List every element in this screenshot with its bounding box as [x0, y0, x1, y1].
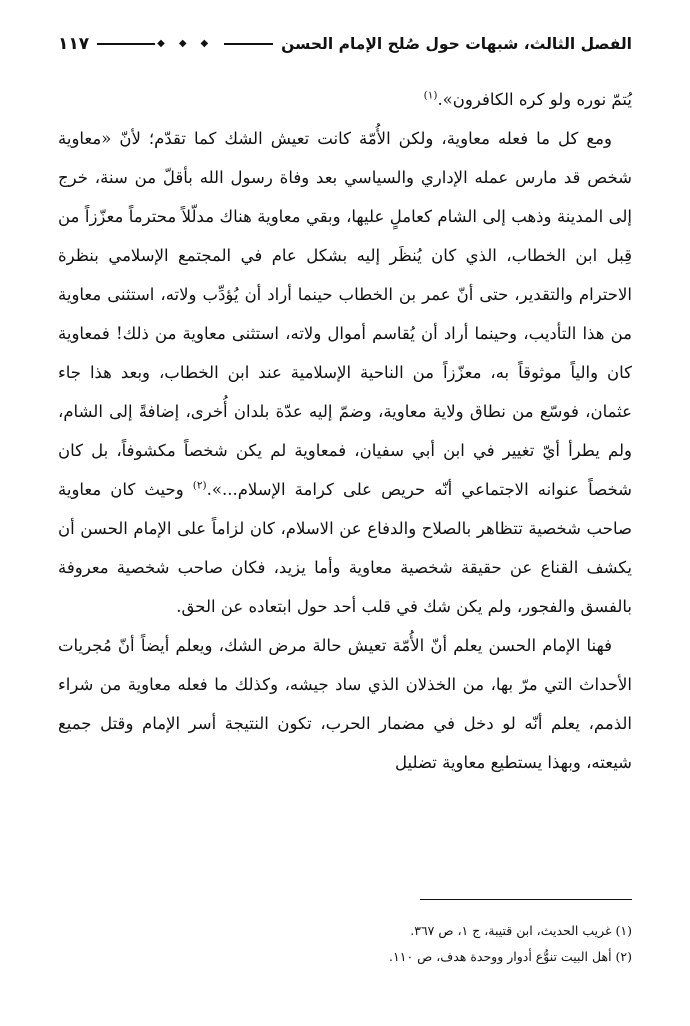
header-ornament-rule — [97, 37, 273, 51]
paragraph — [58, 119, 632, 626]
main-text — [58, 80, 632, 782]
diamond-ornament-icon: ◆◆◆ — [157, 38, 223, 49]
paragraph-text: ومع كل ما فعله معاوية، ولكن الأُمّة كانت تعيش الشك كما تقدّم؛ لأنّ «معاوية شخص قد مارس عمله الإداري والسياسي بعد وفاة رسول الله بأقلّ من سنة، خرج إلى المدينة وذهب إلى الشام كعاملٍ عليها، وبقي معاوية هناك مدلّلاً محترماً معزّزاً من قِبل ابن الخطاب، الذي كان يُنظَر إليه بشكل عام في المجتمع الإسلامي بنظرة الاحترام والتقدير، حتى أنّ عمر بن الخطاب حينما أراد أن يُؤدِّب ولاته، استثنى معاوية من هذا التأديب، وحينما أراد أن يُقاسم أموال ولاته، استثنى معاوية من ذلك! فمعاوية كان والياً موثوقاً به، معزّزاً من الناحية الإسلامية عند ابن الخطاب، وبعد هذا جاء عثمان، فوسّع من نطاق ولاية معاوية، وضمّ إليه عدّة بلدان أُخرى، إضافةً إلى الشام، ولم يطرأ أيّ تغيير في ابن أبي سفيان، فمعاوية لم يكن شخصاً مكشوفاً، بل كان شخصاً عنوانه الاجتماعي أنّه حريص على كرامة الإسلام...». — [58, 129, 632, 499]
paragraph — [58, 626, 632, 782]
paragraph-text-continued: وحيث كان معاوية صاحب شخصية تتظاهر بالصلاح والدفاع عن الاسلام، كان لزاماً على الإمام الحسن أن يكشف القناع عن حقيقة شخصية معاوية وأما يزيد، فكان صاحب شخصية معروفة بالفسق والفجور، ولم يكن شك في قلب أحد حول ابتعاده عن الحق. — [58, 480, 632, 616]
page-number: ١١٧ — [58, 34, 90, 54]
paragraph-text: فهنا الإمام الحسن يعلم أنّ الأُمّة تعيش حالة مرض الشك، ويعلم أيضاً أنّ مُجريات الأحداث التي مرّ بها، من الخذلان الذي ساد جيشه، وكذلك ما فعله معاوية من شراء الذمم، يعلم أنّه لو دخل في مضمار الحرب، تكون النتيجة أسر الإمام وقتل جميع شيعته، وبهذا يستطيع معاوية تضليل — [58, 636, 632, 772]
chapter-title: الفصل الثالث، شبهات حول صُلح الإمام الحسن — [281, 35, 632, 53]
footnote-ref: (١) — [423, 89, 438, 102]
footnote-item: (٢) أهل البيت تنوُّع أدوار ووحدة هدف، ص ١١٠. — [389, 949, 632, 964]
paragraph-text: يُتمّ نوره ولو كره الكافرون». — [437, 90, 632, 109]
footnote-ref: (٢) — [192, 479, 207, 492]
running-header — [58, 30, 632, 58]
footnote-divider — [420, 899, 632, 900]
footnotes — [58, 918, 632, 970]
footnote-item: (١) غريب الحديث، ابن قتيبة، ج ١، ص ٣٦٧. — [410, 923, 632, 938]
paragraph — [58, 80, 632, 119]
